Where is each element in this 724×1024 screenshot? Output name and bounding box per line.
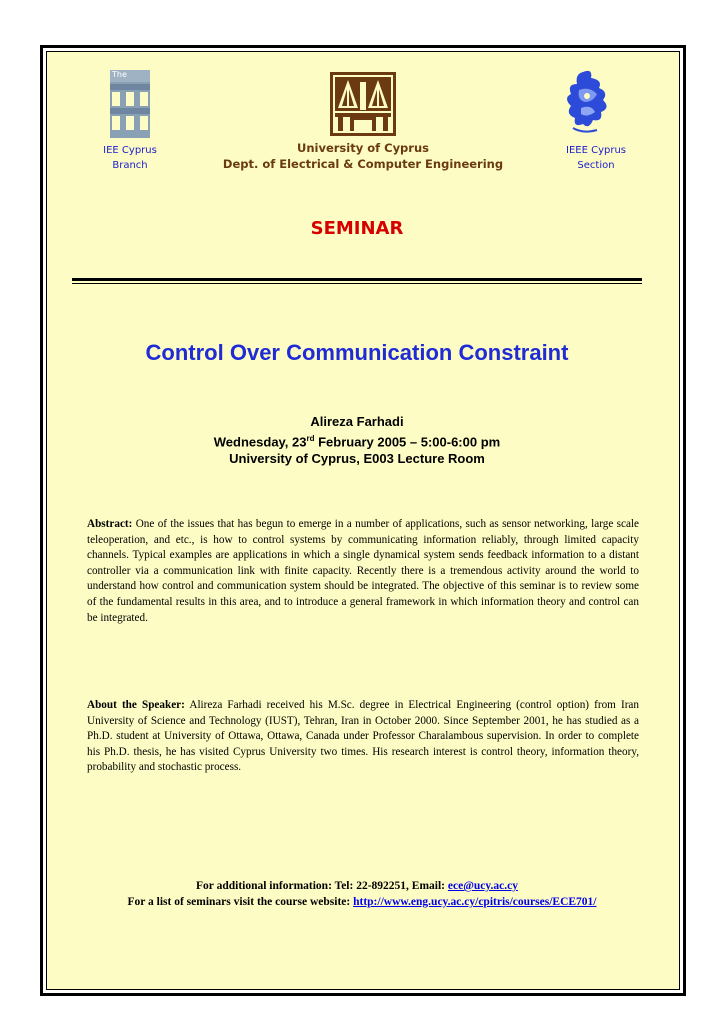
department-name: Dept. of Electrical & Computer Engineering <box>222 157 504 171</box>
footer-contact-prefix: For additional information: Tel: 22-892251, Email: <box>196 880 448 892</box>
iee-logo-text: The <box>112 70 127 79</box>
ieee-cyprus-logo-icon <box>563 68 613 138</box>
footer-website <box>60 896 664 908</box>
seminar-title: Control Over Communication Constraint <box>145 340 569 365</box>
email-link[interactable]: ece@ucy.ac.cy <box>447 880 518 892</box>
abstract-paragraph <box>87 517 639 626</box>
abstract-label: Abstract: <box>87 518 133 530</box>
date-sup: rd <box>306 434 315 443</box>
footer-website-prefix: For a list of seminars visit the course website: <box>127 896 354 908</box>
right-label-line1: IEEE Cyprus <box>566 145 626 156</box>
seminar-location: University of Cyprus, E003 Lecture Room <box>229 451 485 467</box>
footer-contact <box>72 880 642 892</box>
left-label-line2: Branch <box>112 160 148 171</box>
about-speaker-paragraph <box>87 698 639 776</box>
right-label-line2: Section <box>577 160 615 171</box>
iee-logo-icon <box>110 70 150 138</box>
about-label: About the Speaker: <box>87 699 185 711</box>
seminar-date <box>72 430 642 450</box>
divider-thick <box>72 278 642 281</box>
course-website-link[interactable]: http://www.eng.ucy.ac.cy/cpitris/courses/ECE701/ <box>353 896 597 908</box>
university-name: University of Cyprus <box>297 141 429 155</box>
seminar-heading: SEMINAR <box>310 218 404 239</box>
left-label-line1: IEE Cyprus <box>103 145 157 156</box>
abstract-text: One of the issues that has begun to emerge in a number of applications, such as sensor networking, large scale teleoperation, and etc., is how to control systems by communicating information reliably, through limited capacity channels. Typical examples are applications in which a single dynamical system sends feedback information to a distant controller via a communication link with finite capacity. Recently there is a tremendous activity around the world to understand how control and communication system should be integrated. The objective of this seminar is to review some of the fundamental results in this area, and to introduce a general framework in which information theory and control can be integrated. <box>87 518 639 624</box>
speaker-block <box>72 413 642 467</box>
about-text: Alireza Farhadi received his M.Sc. degree in Electrical Engineering (control option) from Iran University of Science and Technology (IUST), Tehran, Iran in October 2000. Since September 2001, he has studied as a Ph.D. student at University of Ottawa, Ottawa, Canada under Professor Charalambous supervision. In order to complete his Ph.D. thesis, he has visited Cyprus University two times. His research interest is control theory, information theory, probability and stochastic process. <box>87 699 639 774</box>
date-prefix: Wednesday, 23 <box>213 434 307 450</box>
divider-thin <box>72 283 642 284</box>
date-suffix: February 2005 – 5:00-6:00 pm <box>314 434 501 450</box>
speaker-name: Alireza Farhadi <box>310 414 404 429</box>
university-of-cyprus-logo-icon <box>330 72 396 136</box>
